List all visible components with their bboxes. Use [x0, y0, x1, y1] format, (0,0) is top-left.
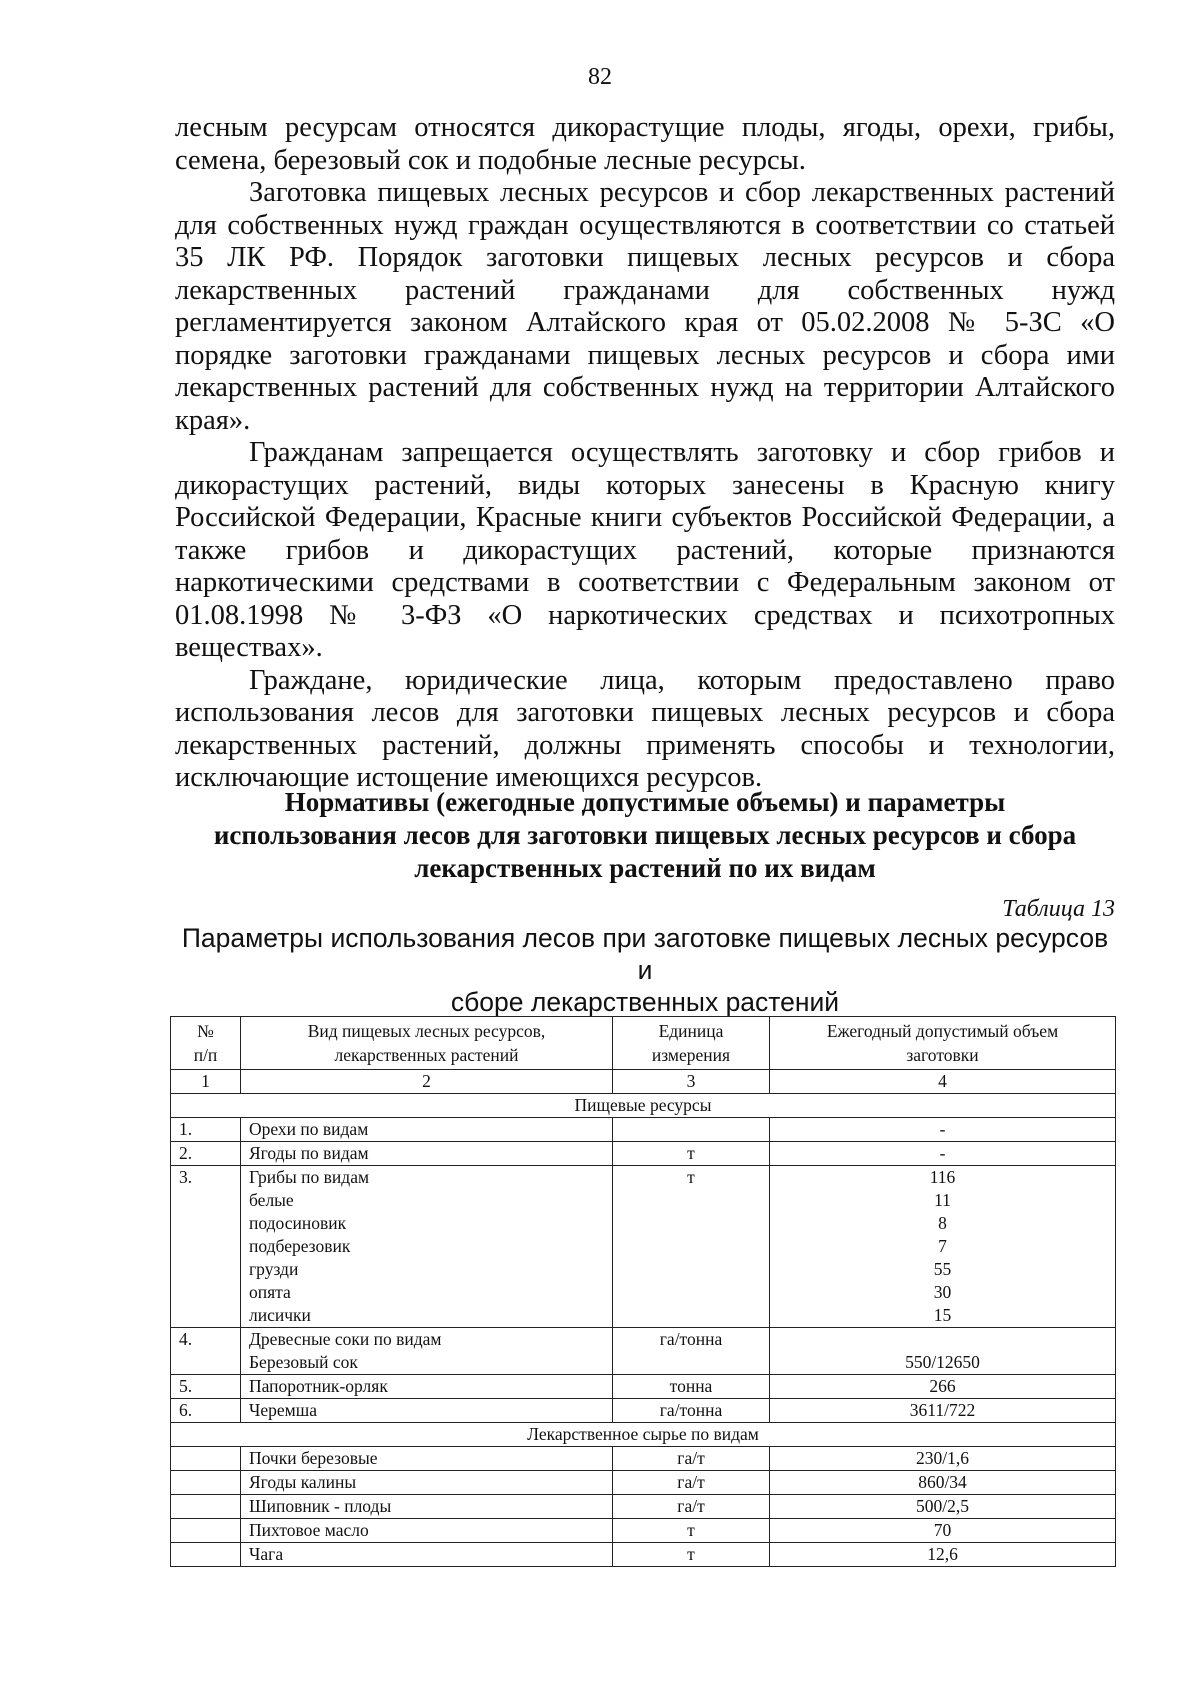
row-volume: 860/34 [770, 1471, 1116, 1495]
table-row [171, 1447, 1116, 1471]
table-row [171, 1495, 1116, 1519]
heading-line: использования лесов для заготовки пищевых лесных ресурсов и сбора [213, 820, 1077, 850]
row-number: 5. [171, 1375, 241, 1399]
row-name: Черемша [241, 1399, 613, 1423]
row-name: Шиповник - плоды [241, 1495, 613, 1519]
row-name: Ягоды калины [241, 1471, 613, 1495]
row-volume: 8 [938, 1213, 947, 1233]
column-number: 1 [171, 1070, 241, 1094]
row-volume: 230/1,6 [770, 1447, 1116, 1471]
row-number [171, 1519, 241, 1543]
column-number: 3 [613, 1070, 770, 1094]
table-row [171, 1399, 1116, 1423]
row-unit: т [613, 1543, 770, 1567]
row-name: Древесные соки по видам [249, 1329, 442, 1349]
row-number: 6. [171, 1399, 241, 1423]
row-name: Чага [241, 1543, 613, 1567]
row-number: 2. [171, 1142, 241, 1166]
heading-line: Нормативы (ежегодные допустимые объемы) и параметры [284, 787, 1006, 817]
row-name: Орехи по видам [241, 1118, 613, 1142]
row-number: 1. [171, 1118, 241, 1142]
row-name: Ягоды по видам [241, 1142, 613, 1166]
column-number-row [171, 1070, 1116, 1094]
row-unit: тонна [613, 1375, 770, 1399]
row-volume-list [770, 1166, 1116, 1328]
row-name: Папоротник-орляк [241, 1375, 613, 1399]
caption-line: сборе лекарственных растений [450, 987, 840, 1017]
row-number: 3. [171, 1166, 241, 1328]
row-volume: 266 [770, 1375, 1116, 1399]
header-cell-unit: Единица измерения [613, 1017, 770, 1070]
row-unit: т [613, 1142, 770, 1166]
row-unit: га/т [613, 1471, 770, 1495]
paragraph: лесным ресурсам относятся дикорастущие плоды, ягоды, орехи, грибы, семена, березовый сок и подобные лесные ресурсы. [175, 112, 1115, 176]
heading-line: лекарственных растений по их видам [414, 853, 876, 883]
row-name-list [241, 1166, 613, 1328]
row-name: подосиновик [249, 1213, 347, 1233]
row-number [171, 1543, 241, 1567]
row-volume: 500/2,5 [770, 1495, 1116, 1519]
table-row [171, 1142, 1116, 1166]
row-name-list [241, 1328, 613, 1375]
row-volume: 3611/722 [770, 1399, 1116, 1423]
table-row [171, 1328, 1116, 1375]
table-row [171, 1375, 1116, 1399]
section-row [171, 1094, 1116, 1118]
table-number: Таблица 13 [1002, 896, 1115, 922]
caption-line: Параметры использования лесов при заготовке пищевых лесных ресурсов и [181, 923, 1109, 985]
column-number: 2 [241, 1070, 613, 1094]
section-row [171, 1423, 1116, 1447]
row-unit: га/тонна [613, 1399, 770, 1423]
row-volume: 15 [933, 1305, 952, 1325]
row-number [171, 1447, 241, 1471]
row-volume: 70 [770, 1519, 1116, 1543]
row-unit: га/т [613, 1495, 770, 1519]
table-row [171, 1118, 1116, 1142]
row-name: Березовый сок [249, 1352, 358, 1372]
section-title-food: Пищевые ресурсы [171, 1094, 1116, 1118]
table-caption [175, 922, 1115, 1018]
table-row [171, 1166, 1116, 1328]
row-number [171, 1471, 241, 1495]
column-number: 4 [770, 1070, 1116, 1094]
row-name: лисички [249, 1305, 311, 1325]
row-volume-list [770, 1328, 1116, 1375]
table-row [171, 1543, 1116, 1567]
row-volume [778, 1328, 1107, 1351]
table-row [171, 1471, 1116, 1495]
paragraph: Гражданам запрещается осуществлять заготовку и сбор грибов и дикорастущих растений, виды которых занесены в Красную книгу Российской Федерации, Красные книги субъектов Российской Федерации, а также грибов и дикорастущих растений, которые признаются наркотическими средствами в соответствии с Федеральным законом от 01.08.1998 № 3-ФЗ «О наркотических средствах и психотропных веществах». [175, 437, 1115, 663]
header-cell-type: Вид пищевых лесных ресурсов, лекарственных растений [241, 1017, 613, 1070]
page-number: 82 [588, 64, 612, 90]
row-name: подберезовик [249, 1236, 351, 1256]
row-name: Грибы по видам [249, 1167, 370, 1187]
row-volume: 550/12650 [905, 1352, 980, 1372]
row-unit: га/тонна [613, 1328, 770, 1375]
row-volume: 116 [929, 1167, 956, 1187]
row-name: Пихтовое масло [241, 1519, 613, 1543]
header-cell-volume: Ежегодный допустимый объем заготовки [770, 1017, 1116, 1070]
paragraph: Граждане, юридические лица, которым предоставлено право использования лесов для заготовки пищевых лесных ресурсов и сбора лекарственных растений, должны применять способы и технологии, исключающие истощение имеющихся ресурсов. [175, 664, 1115, 793]
row-volume: 7 [938, 1236, 947, 1256]
paragraph: Заготовка пищевых лесных ресурсов и сбор лекарственных растений для собственных нужд граждан осуществляются в соответствии со статьей 35 ЛК РФ. Порядок заготовки пищевых лесных ресурсов и сбора лекарственных растений гражданами для собственных нужд регламентируется законом Алтайского края от 05.02.2008 № 5-ЗС «О порядке заготовки гражданами пищевых лесных ресурсов и сбора ими лекарственных растений для собственных нужд на территории Алтайского края». [175, 177, 1115, 436]
row-unit: т [613, 1519, 770, 1543]
row-name: опята [249, 1282, 291, 1302]
table-row [171, 1519, 1116, 1543]
row-volume: - [770, 1118, 1116, 1142]
section-heading [175, 786, 1115, 885]
row-volume: 12,6 [770, 1543, 1116, 1567]
row-volume: 30 [933, 1282, 952, 1302]
row-name: Почки березовые [241, 1447, 613, 1471]
row-volume: 11 [934, 1190, 951, 1210]
row-name: грузди [249, 1259, 299, 1279]
body-text [175, 112, 1115, 795]
row-unit [613, 1118, 770, 1142]
row-number: 4. [171, 1328, 241, 1375]
row-volume: - [770, 1142, 1116, 1166]
row-name: белые [249, 1190, 294, 1210]
row-unit: га/т [613, 1447, 770, 1471]
row-unit: т [613, 1166, 770, 1328]
section-title-medicinal: Лекарственное сырье по видам [171, 1423, 1116, 1447]
parameters-table [170, 1016, 1116, 1567]
row-number [171, 1495, 241, 1519]
row-volume: 55 [933, 1259, 952, 1279]
table-header-row [171, 1017, 1116, 1070]
header-cell-number: № п/п [171, 1017, 241, 1070]
